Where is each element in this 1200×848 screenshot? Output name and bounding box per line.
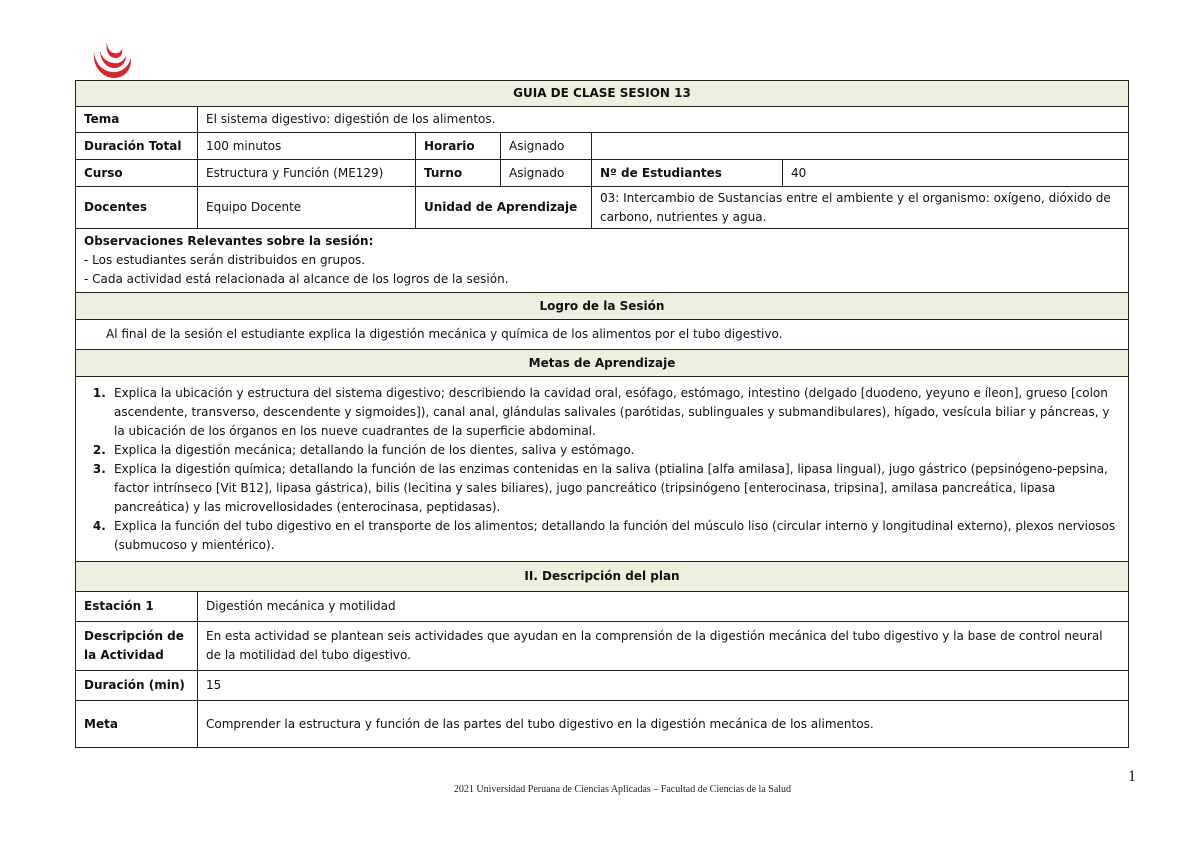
estacion-label: Estación 1 [76,592,198,622]
logro-title: Logro de la Sesión [76,293,1129,320]
meta-item: 4. Explica la función del tubo digestivo en el transporte de los alimentos; detallando la función del músculo liso (circular interno y longitudinal externo), plexos nerviosos (submucoso y mientérico). [110,517,1120,555]
duracion-min-label: Duración (min) [76,671,198,701]
observacion-line: - Los estudiantes serán distribuidos en grupos. [84,253,366,267]
metas-list [84,384,1120,555]
horario-blank [592,133,1129,160]
estudiantes-value: 40 [783,160,1129,187]
metas-list-cell [76,377,1129,562]
upc-logo [90,38,134,80]
tema-value: El sistema digestivo: digestión de los alimentos. [198,107,1129,133]
plan-title: II. Descripción del plan [76,562,1129,592]
footer-text: 2021 Universidad Peruana de Ciencias Aplicadas – Facultad de Ciencias de la Salud [453,784,792,795]
duracion-label: Duración Total [76,133,198,160]
tema-label: Tema [76,107,198,133]
turno-label: Turno [416,160,501,187]
meta-label: Meta [76,701,198,748]
page-number: 1 [1128,768,1136,785]
logro-text: Al final de la sesión el estudiante explica la digestión mecánica y química de los alimentos por el tubo digestivo. [76,320,1129,350]
guide-title: GUIA DE CLASE SESION 13 [76,81,1129,107]
duracion-value: 100 minutos [198,133,416,160]
observaciones [76,229,1129,293]
docentes-value: Equipo Docente [198,187,416,229]
unidad-value: 03: Intercambio de Sustancias entre el ambiente y el organismo: oxígeno, dióxido de carbono, nutrientes y agua. [592,187,1129,229]
meta-item: 3. Explica la digestión química; detallando la función de las enzimas contenidas en la saliva (ptialina [alfa amilasa], lipasa lingual), jugo gástrico (pepsinógeno-pepsina, factor intrínseco [Vit B12], lipasa gástrica), bilis (lecitina y sales biliares), jugo pancreático (tripsinógeno [enterocinasa, tripsina], amilasa pancreática, lipasa pancreática) y las microvellosidades (enterocinasa, peptidasas). [110,460,1120,517]
horario-label: Horario [416,133,501,160]
descripcion-label: Descripción de la Actividad [76,622,198,671]
metas-title: Metas de Aprendizaje [76,350,1129,377]
duracion-min-value: 15 [198,671,1129,701]
curso-label: Curso [76,160,198,187]
meta-item: 1. Explica la ubicación y estructura del sistema digestivo; describiendo la cavidad oral, esófago, estómago, intestino (delgado [duodeno, yeyuno e íleon], grueso [colon ascendente, transverso, descendente y sigmoides]), canal anal, glándulas salivales (parótidas, sublinguales y submandibulares), hígado, vesícula biliar y páncreas, y la ubicación de los órganos en los nueve cuadrantes de la superficie abdominal. [110,384,1120,441]
docentes-label: Docentes [76,187,198,229]
estudiantes-label: Nº de Estudiantes [592,160,783,187]
meta-item: 2. Explica la digestión mecánica; detallando la función de los dientes, saliva y estómago. [110,441,1120,460]
observaciones-title: Observaciones Relevantes sobre la sesión: [84,234,374,248]
curso-value: Estructura y Función (ME129) [198,160,416,187]
unidad-label: Unidad de Aprendizaje [416,187,592,229]
class-guide-table [75,80,1129,748]
observacion-line: - Cada actividad está relacionada al alcance de los logros de la sesión. [84,272,509,286]
horario-value: Asignado [501,133,592,160]
descripcion-value: En esta actividad se plantean seis actividades que ayudan en la comprensión de la digestión mecánica del tubo digestivo y la base de control neural de la motilidad del tubo digestivo. [198,622,1129,671]
estacion-value: Digestión mecánica y motilidad [198,592,1129,622]
turno-value: Asignado [501,160,592,187]
meta-value: Comprender la estructura y función de las partes del tubo digestivo en la digestión mecánica de los alimentos. [198,701,1129,748]
